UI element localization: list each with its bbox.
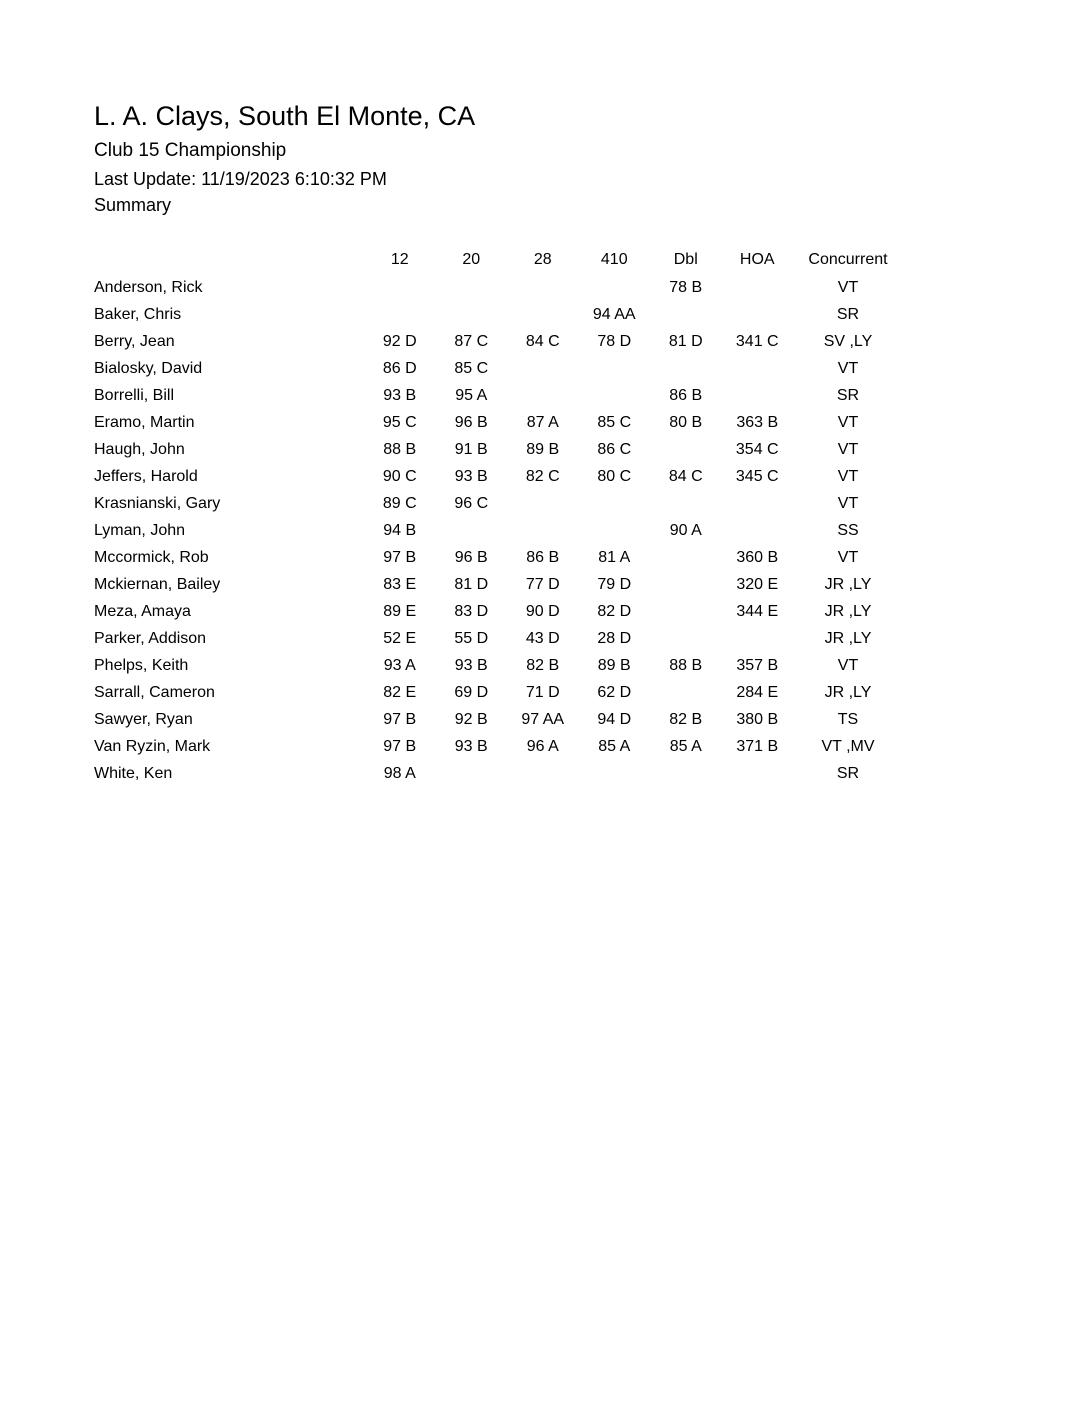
score-hoa-cell <box>722 301 794 328</box>
score-410-cell: 79 D <box>597 575 632 593</box>
score-28-cell: 84 C <box>525 332 560 350</box>
table-row <box>94 679 903 706</box>
table-row <box>94 382 903 409</box>
shooter-name-cell: Sawyer, Ryan <box>94 710 193 728</box>
concurrent-cell: VT <box>837 440 859 458</box>
score-28-cell <box>507 490 579 517</box>
score-28-cell: 82 C <box>525 467 560 485</box>
score-410-cell: 85 A <box>598 737 631 755</box>
table-row <box>94 436 903 463</box>
score-12-cell: 83 E <box>383 575 417 593</box>
score-20-cell: 81 D <box>454 575 489 593</box>
score-12-cell: 52 E <box>383 629 417 647</box>
score-28-cell <box>507 274 579 301</box>
score-28-cell <box>507 355 579 382</box>
score-28-cell <box>507 517 579 544</box>
score-20-cell: 55 D <box>454 629 489 647</box>
score-410-cell: 86 C <box>597 440 632 458</box>
score-hoa-cell: 363 B <box>736 413 779 431</box>
score-dbl-cell <box>650 625 722 652</box>
score-dbl-cell <box>650 544 722 571</box>
table-header-row <box>94 246 903 274</box>
shooter-name-cell: Haugh, John <box>94 440 185 458</box>
score-hoa-cell <box>722 625 794 652</box>
concurrent-cell: SR <box>836 764 860 782</box>
score-20-cell: 93 B <box>454 467 488 485</box>
concurrent-cell: JR ,LY <box>824 575 872 593</box>
score-12-cell: 93 A <box>383 656 416 674</box>
score-hoa-cell <box>722 490 794 517</box>
score-410-cell: 81 A <box>598 548 631 566</box>
score-dbl-cell: 85 A <box>669 737 702 755</box>
score-dbl-cell: 84 C <box>668 467 703 485</box>
concurrent-cell: SR <box>836 386 860 404</box>
score-dbl-cell <box>650 760 722 787</box>
shooter-name-cell: Eramo, Martin <box>94 413 195 431</box>
shooter-name-cell: Anderson, Rick <box>94 278 203 296</box>
score-hoa-cell: 341 C <box>735 332 779 350</box>
score-28-cell: 90 D <box>525 602 560 620</box>
score-20-cell: 93 B <box>454 656 488 674</box>
concurrent-cell: SV ,LY <box>823 332 873 350</box>
score-hoa-cell: 380 B <box>736 710 779 728</box>
score-20-cell: 85 C <box>454 359 489 377</box>
score-410-cell: 94 AA <box>592 305 636 323</box>
score-dbl-cell: 81 D <box>668 332 703 350</box>
score-410-cell <box>579 355 651 382</box>
score-12-cell <box>364 301 436 328</box>
score-20-cell <box>436 760 508 787</box>
score-hoa-cell: 360 B <box>736 548 779 566</box>
table-row <box>94 598 903 625</box>
score-410-cell <box>579 760 651 787</box>
score-28-cell: 96 A <box>526 737 559 755</box>
score-dbl-cell: 88 B <box>669 656 703 674</box>
scores-table <box>94 246 903 787</box>
score-dbl-cell <box>650 571 722 598</box>
table-row <box>94 301 903 328</box>
concurrent-cell: JR ,LY <box>824 629 872 647</box>
table-row <box>94 760 903 787</box>
score-dbl-cell <box>650 355 722 382</box>
concurrent-cell: VT <box>837 548 859 566</box>
table-body <box>94 274 903 787</box>
table-row <box>94 706 903 733</box>
score-dbl-cell <box>650 490 722 517</box>
score-hoa-cell: 357 B <box>736 656 779 674</box>
score-12-cell: 86 D <box>382 359 417 377</box>
score-28-cell: 82 B <box>526 656 560 674</box>
score-410-cell: 82 D <box>597 602 632 620</box>
shooter-name-cell: Lyman, John <box>94 521 186 539</box>
concurrent-cell: VT ,MV <box>821 737 875 755</box>
score-20-cell: 91 B <box>454 440 488 458</box>
score-410-cell: 62 D <box>597 683 632 701</box>
score-dbl-cell: 82 B <box>669 710 703 728</box>
concurrent-cell: VT <box>837 359 859 377</box>
table-row <box>94 571 903 598</box>
shooter-name-cell: Mccormick, Rob <box>94 548 209 566</box>
score-12-cell: 93 B <box>383 386 417 404</box>
score-12-cell: 97 B <box>383 548 417 566</box>
score-410-cell <box>579 382 651 409</box>
score-hoa-cell <box>722 274 794 301</box>
score-28-cell: 86 B <box>526 548 560 566</box>
score-20-cell: 96 C <box>454 494 489 512</box>
shooter-name-cell: Parker, Addison <box>94 629 207 647</box>
shooter-name-cell: Bialosky, David <box>94 359 203 377</box>
concurrent-cell: JR ,LY <box>824 602 872 620</box>
table-row <box>94 544 903 571</box>
score-28-cell <box>507 301 579 328</box>
score-20-cell: 96 B <box>454 548 488 566</box>
score-12-cell: 89 C <box>382 494 417 512</box>
section-label: Summary <box>94 195 172 215</box>
score-dbl-cell: 80 B <box>669 413 703 431</box>
column-header-410: 410 <box>600 251 628 268</box>
score-410-cell <box>579 274 651 301</box>
column-header-12: 12 <box>390 251 409 268</box>
score-28-cell: 77 D <box>525 575 560 593</box>
score-hoa-cell: 345 C <box>735 467 779 485</box>
table-row <box>94 409 903 436</box>
shooter-name-cell: Meza, Amaya <box>94 602 191 620</box>
shooter-name-cell: Van Ryzin, Mark <box>94 737 211 755</box>
shooter-name-cell: Krasnianski, Gary <box>94 494 221 512</box>
score-410-cell: 28 D <box>597 629 632 647</box>
score-28-cell: 87 A <box>526 413 559 431</box>
shooter-name-cell: Baker, Chris <box>94 305 182 323</box>
score-dbl-cell: 78 B <box>669 278 703 296</box>
score-12-cell: 95 C <box>382 413 417 431</box>
column-header-28: 28 <box>533 251 552 268</box>
concurrent-cell: JR ,LY <box>824 683 872 701</box>
shooter-name-cell: White, Ken <box>94 764 173 782</box>
score-dbl-cell <box>650 301 722 328</box>
shooter-name-cell: Mckiernan, Bailey <box>94 575 221 593</box>
column-header-dbl: Dbl <box>673 251 698 268</box>
score-28-cell: 97 AA <box>521 710 565 728</box>
column-header-20: 20 <box>462 251 481 268</box>
table-row <box>94 328 903 355</box>
score-12-cell: 88 B <box>383 440 417 458</box>
score-410-cell: 80 C <box>597 467 632 485</box>
score-12-cell: 82 E <box>383 683 417 701</box>
table-row <box>94 490 903 517</box>
score-dbl-cell: 90 A <box>669 521 702 539</box>
shooter-name-cell: Jeffers, Harold <box>94 467 198 485</box>
table-row <box>94 274 903 301</box>
score-dbl-cell <box>650 436 722 463</box>
score-12-cell <box>364 274 436 301</box>
table-row <box>94 355 903 382</box>
shooter-name-cell: Sarrall, Cameron <box>94 683 215 701</box>
score-dbl-cell <box>650 598 722 625</box>
score-20-cell: 87 C <box>454 332 489 350</box>
concurrent-cell: SS <box>837 521 859 539</box>
shooter-name-cell: Berry, Jean <box>94 332 175 350</box>
score-hoa-cell: 354 C <box>735 440 779 458</box>
score-28-cell <box>507 382 579 409</box>
score-20-cell <box>436 517 508 544</box>
concurrent-cell: SR <box>836 305 860 323</box>
score-28-cell: 89 B <box>526 440 560 458</box>
score-hoa-cell <box>722 355 794 382</box>
score-410-cell <box>579 517 651 544</box>
score-20-cell: 95 A <box>455 386 488 404</box>
score-hoa-cell <box>722 517 794 544</box>
score-20-cell: 69 D <box>454 683 489 701</box>
score-410-cell: 94 D <box>597 710 632 728</box>
score-20-cell <box>436 274 508 301</box>
score-12-cell: 90 C <box>382 467 417 485</box>
concurrent-cell: VT <box>837 656 859 674</box>
score-hoa-cell: 371 B <box>736 737 779 755</box>
score-12-cell: 97 B <box>383 710 417 728</box>
score-410-cell <box>579 490 651 517</box>
score-20-cell: 96 B <box>454 413 488 431</box>
score-12-cell: 98 A <box>383 764 416 782</box>
shooter-name-cell: Borrelli, Bill <box>94 386 175 404</box>
score-20-cell: 83 D <box>454 602 489 620</box>
score-410-cell: 78 D <box>597 332 632 350</box>
score-hoa-cell <box>722 382 794 409</box>
score-hoa-cell: 320 E <box>736 575 779 593</box>
score-20-cell: 93 B <box>454 737 488 755</box>
column-header-concurrent: Concurrent <box>808 251 888 268</box>
concurrent-cell: TS <box>837 710 859 728</box>
score-12-cell: 92 D <box>382 332 417 350</box>
page-title: L. A. Clays, South El Monte, CA <box>94 101 476 131</box>
score-28-cell: 71 D <box>525 683 560 701</box>
score-28-cell <box>507 760 579 787</box>
event-subtitle: Club 15 Championship <box>94 140 287 161</box>
concurrent-cell: VT <box>837 467 859 485</box>
table-row <box>94 517 903 544</box>
table-row <box>94 652 903 679</box>
column-header-hoa: HOA <box>739 251 775 268</box>
shooter-name-cell: Phelps, Keith <box>94 656 189 674</box>
last-update-text: Last Update: 11/19/2023 6:10:32 PM <box>94 169 387 189</box>
score-12-cell: 97 B <box>383 737 417 755</box>
concurrent-cell: VT <box>837 278 859 296</box>
score-hoa-cell: 344 E <box>736 602 779 620</box>
concurrent-cell: VT <box>837 413 859 431</box>
score-dbl-cell <box>650 679 722 706</box>
score-20-cell <box>436 301 508 328</box>
score-12-cell: 89 E <box>383 602 417 620</box>
table-row <box>94 625 903 652</box>
score-hoa-cell: 284 E <box>736 683 779 701</box>
score-dbl-cell: 86 B <box>669 386 703 404</box>
score-12-cell: 94 B <box>383 521 417 539</box>
score-28-cell: 43 D <box>525 629 560 647</box>
score-410-cell: 85 C <box>597 413 632 431</box>
table-row <box>94 733 903 760</box>
score-20-cell: 92 B <box>454 710 488 728</box>
column-header-name <box>94 246 364 274</box>
table-row <box>94 463 903 490</box>
score-hoa-cell <box>722 760 794 787</box>
score-410-cell: 89 B <box>597 656 631 674</box>
concurrent-cell: VT <box>837 494 859 512</box>
